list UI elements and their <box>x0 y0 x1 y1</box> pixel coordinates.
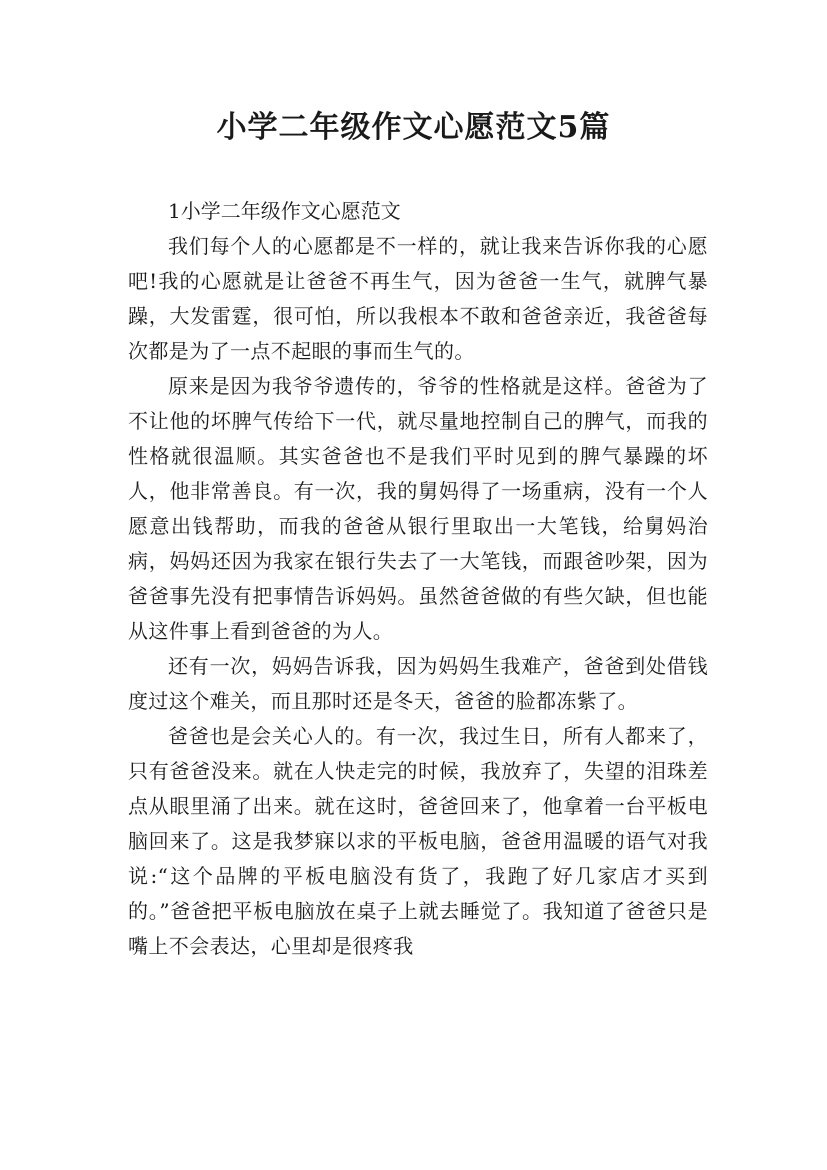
paragraph: 还有一次，妈妈告诉我，因为妈妈生我难产，爸爸到处借钱度过这个难关，而且那时还是冬天，爸爸的脸都冻紫了。 <box>128 654 708 713</box>
section-heading: 1小学二年级作文心愿范文 <box>168 199 401 223</box>
paragraph: 爸爸也是会关心人的。有一次，我过生日，所有人都来了，只有爸爸没来。就在人快走完的时候，我放弃了，失望的泪珠差点从眼里涌了出来。就在这时，爸爸回来了，他拿着一台平板电脑回来了。这是我梦寐以求的平板电脑，爸爸用温暖的语气对我说:“这个品牌的平板电脑没有货了，我跑了好几家店才买到的。”爸爸把平板电脑放在桌子上就去睡觉了。我知道了爸爸只是嘴上不会表达，心里却是很疼我 <box>128 724 708 958</box>
document-title: 小学二年级作文心愿范文5篇 <box>216 110 611 145</box>
document-body <box>128 194 708 964</box>
paragraph: 原来是因为我爷爷遗传的，爷爷的性格就是这样。爸爸为了不让他的坏脾气传给下一代，就尽量地控制自己的脾气，而我的性格就很温顺。其实爸爸也不是我们平时见到的脾气暴躁的坏人，他非常善良。有一次，我的舅妈得了一场重病，没有一个人愿意出钱帮助，而我的爸爸从银行里取出一大笔钱，给舅妈治病，妈妈还因为我家在银行失去了一大笔钱，而跟爸吵架，因为爸爸事先没有把事情告诉妈妈。虽然爸爸做的有些欠缺，但也能从这件事上看到爸爸的为人。 <box>128 374 708 643</box>
paragraph: 我们每个人的心愿都是不一样的，就让我来告诉你我的心愿吧!我的心愿就是让爸爸不再生气，因为爸爸一生气，就脾气暴躁，大发雷霆，很可怕，所以我根本不敢和爸爸亲近，我爸爸每次都是为了一点不起眼的事而生气的。 <box>128 234 708 363</box>
